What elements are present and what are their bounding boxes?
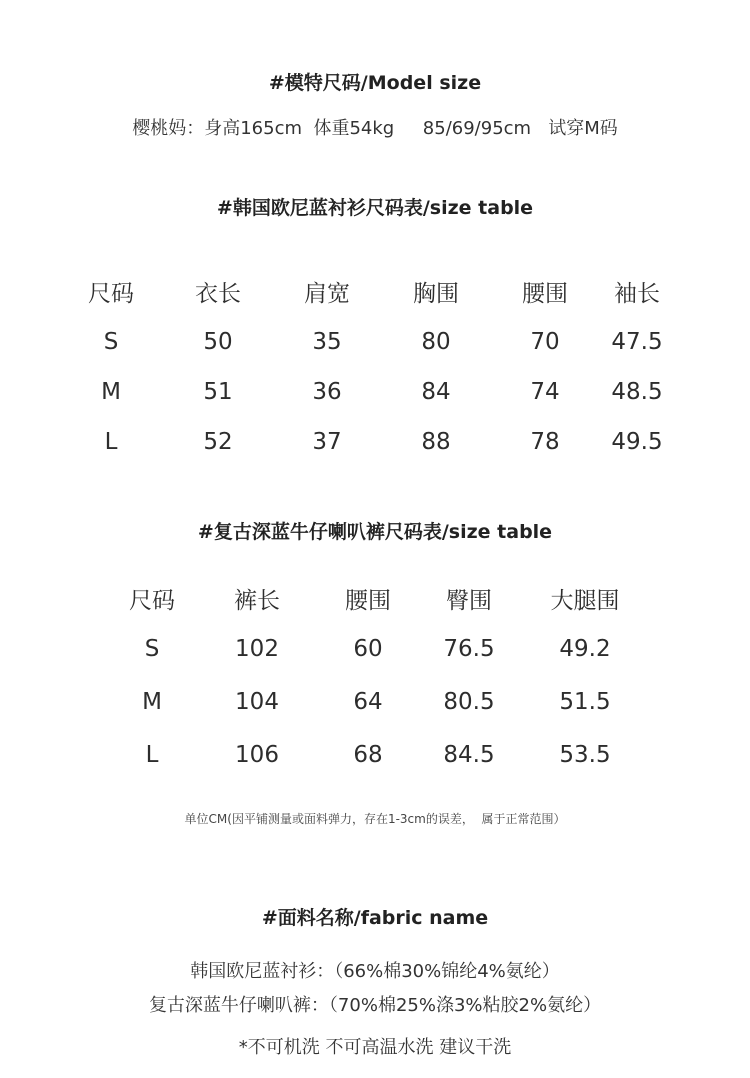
shirt-table-cell: 88 (421, 429, 451, 455)
pants-table-header-cell: 大腿围 (550, 588, 620, 614)
shirt-table-cell: L (104, 429, 118, 455)
shirt-table-cell: 36 (312, 379, 342, 405)
shirt-table-header-cell: 腰围 (522, 281, 568, 307)
shirt-table-cell: 52 (203, 429, 233, 455)
pants-table-header-cell: 裤长 (234, 588, 280, 614)
pants-table-cell: 68 (353, 742, 383, 768)
pants-fabric-composition: 复古深蓝牛仔喇叭裤：（70%棉25%涤3%粘胶2%氨纶） (148, 995, 602, 1016)
pants-table-cell: 84.5 (443, 742, 495, 768)
shirt-table-cell: 84 (421, 379, 451, 405)
care-instructions: *不可机洗 不可高温水洗 建议干洗 (238, 1037, 512, 1058)
shirt-table-header-cell: 尺码 (88, 281, 134, 307)
shirt-table-cell: 51 (203, 379, 233, 405)
shirt-table-cell: 49.5 (611, 429, 663, 455)
shirt-table-cell: 35 (312, 329, 342, 355)
shirt-table-cell: 37 (312, 429, 342, 455)
shirt-table-cell: 50 (203, 329, 233, 355)
pants-table-header-cell: 尺码 (129, 588, 175, 614)
pants-table-header-cell: 臀围 (446, 588, 492, 614)
pants-table-cell: 51.5 (559, 689, 611, 715)
pants-table-cell: L (145, 742, 159, 768)
shirt-table-cell: M (101, 379, 121, 405)
pants-table-cell: 80.5 (443, 689, 495, 715)
shirt-table-cell: 47.5 (611, 329, 663, 355)
pants-size-table-heading: #复古深蓝牛仔喇叭裤尺码表/size table (197, 521, 553, 543)
pants-table-cell: 102 (235, 636, 279, 662)
shirt-table-header-cell: 胸围 (413, 281, 459, 307)
shirt-size-table-heading: #韩国欧尼蓝衬衫尺码表/size table (216, 197, 534, 219)
fabric-name-heading: #面料名称/fabric name (261, 907, 489, 929)
pants-table-cell: M (142, 689, 162, 715)
shirt-table-header-cell: 肩宽 (304, 281, 350, 307)
pants-table-header-cell: 腰围 (345, 588, 391, 614)
pants-table-cell: 106 (235, 742, 279, 768)
shirt-table-cell: 70 (530, 329, 560, 355)
pants-table-cell: S (144, 636, 160, 662)
shirt-table-cell: 48.5 (611, 379, 663, 405)
shirt-table-cell: S (103, 329, 119, 355)
pants-table-cell: 60 (353, 636, 383, 662)
model-info: 樱桃妈：身高165cm 体重54kg 85/69/95cm 试穿M码 (132, 118, 618, 139)
shirt-table-cell: 74 (530, 379, 560, 405)
pants-table-cell: 53.5 (559, 742, 611, 768)
shirt-table-cell: 78 (530, 429, 560, 455)
pants-table-cell: 76.5 (443, 636, 495, 662)
pants-table-cell: 64 (353, 689, 383, 715)
shirt-table-cell: 80 (421, 329, 451, 355)
shirt-fabric-composition: 韩国欧尼蓝衬衫：（66%棉30%锦纶4%氨纶） (190, 961, 560, 982)
model-size-heading: #模特尺码/Model size (268, 72, 482, 94)
shirt-table-header-cell: 袖长 (614, 281, 660, 307)
shirt-table-header-cell: 衣长 (195, 281, 241, 307)
unit-note: 单位CM(因平铺测量或面料弹力，存在1-3cm的误差， 属于正常范围） (184, 812, 566, 826)
pants-table-cell: 49.2 (559, 636, 611, 662)
pants-table-cell: 104 (235, 689, 279, 715)
